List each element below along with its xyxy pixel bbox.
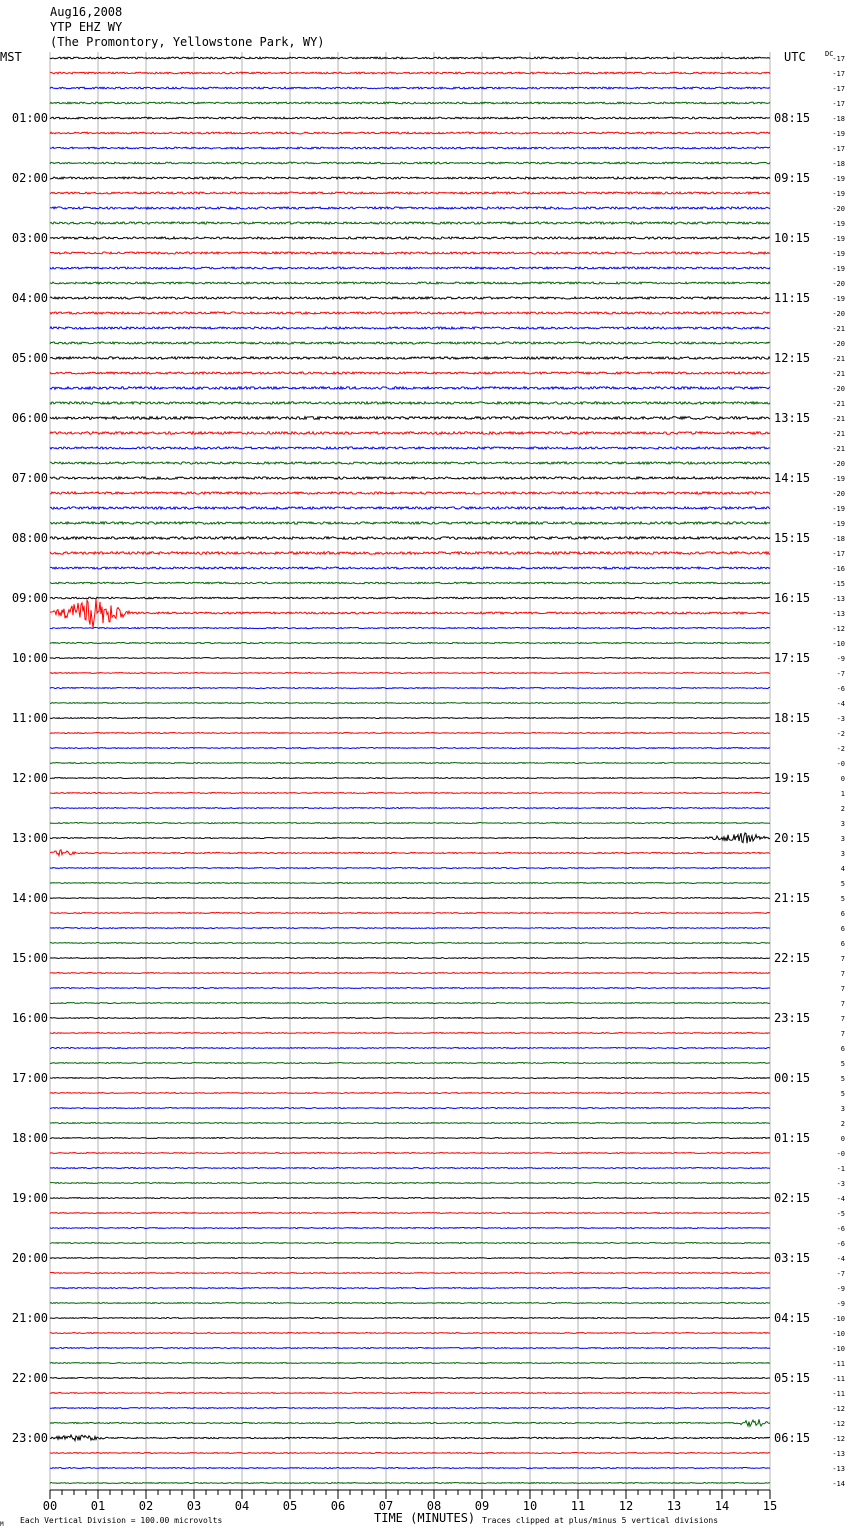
dc-offset-label: -19 — [832, 295, 845, 303]
dc-offset-label: -19 — [832, 220, 845, 228]
utc-hour-label: 05:15 — [774, 1371, 811, 1385]
mst-hour-label: 23:00 — [11, 1431, 48, 1445]
dc-offset-label: -21 — [832, 400, 845, 408]
utc-hour-label: 08:15 — [774, 111, 811, 125]
seismic-trace — [50, 850, 770, 856]
seismic-trace — [50, 177, 770, 179]
seismic-trace — [50, 833, 770, 843]
dc-offset-label: -4 — [836, 700, 845, 708]
x-tick-label: 08 — [426, 1499, 442, 1513]
utc-hour-label: 16:15 — [774, 591, 811, 605]
dc-offset-label: 7 — [840, 955, 845, 963]
seismic-trace — [50, 1435, 770, 1441]
dc-offset-label: -17 — [832, 550, 845, 558]
seismic-trace — [50, 282, 770, 284]
seismic-trace — [50, 267, 770, 269]
seismic-trace — [50, 778, 770, 779]
seismic-trace — [50, 1228, 770, 1229]
seismic-trace — [50, 237, 770, 239]
seismic-trace — [50, 642, 770, 643]
x-tick-label: 06 — [330, 1499, 346, 1513]
dc-offset-label: -21 — [832, 325, 845, 333]
seismic-trace — [50, 1138, 770, 1139]
location-label: (The Promontory, Yellowstone Park, WY) — [50, 35, 325, 49]
seismic-trace — [50, 522, 770, 524]
x-tick-label: 12 — [618, 1499, 634, 1513]
utc-hour-label: 02:15 — [774, 1191, 811, 1205]
seismic-trace — [50, 72, 770, 74]
x-tick-label: 07 — [378, 1499, 394, 1513]
utc-hour-label: 12:15 — [774, 351, 811, 365]
seismic-trace — [50, 162, 770, 164]
dc-offset-label: -12 — [832, 1420, 845, 1428]
seismic-trace — [50, 252, 770, 254]
seismic-trace — [50, 1078, 770, 1079]
mst-hour-labels — [12, 111, 48, 1445]
dc-offset-label: -17 — [832, 55, 845, 63]
dc-offset-label: -19 — [832, 190, 845, 198]
dc-offset-label: 6 — [840, 925, 845, 933]
dc-offset-label: -4 — [836, 1255, 845, 1263]
dc-offset-label: -11 — [832, 1390, 845, 1398]
seismic-trace — [50, 342, 770, 344]
seismic-trace — [50, 1198, 770, 1199]
scale-note: Each Vertical Division = 100.00 microvolts — [20, 1516, 223, 1525]
dc-offset-label: -18 — [832, 115, 845, 123]
dc-offset-label: -21 — [832, 355, 845, 363]
dc-offset-label: 5 — [840, 1090, 845, 1098]
seismic-trace — [50, 1363, 770, 1364]
seismic-trace — [50, 1318, 770, 1319]
dc-offset-label: -0 — [836, 760, 845, 768]
seismic-trace — [50, 973, 770, 974]
dc-offset-label: -15 — [832, 580, 845, 588]
seismic-trace — [50, 928, 770, 929]
mst-hour-label: 13:00 — [11, 831, 48, 845]
seismic-trace — [50, 658, 770, 659]
x-tick-label: 10 — [522, 1499, 538, 1513]
dc-offset-label: -18 — [832, 160, 845, 168]
dc-offset-label: -6 — [836, 1240, 845, 1248]
dc-offset-label: -17 — [832, 145, 845, 153]
seismic-trace — [50, 763, 770, 764]
seismic-trace — [50, 1468, 770, 1469]
mst-hour-label: 14:00 — [11, 891, 48, 905]
seismic-trace — [50, 703, 770, 704]
dc-offset-label: 1 — [840, 790, 845, 798]
dc-offset-label: -20 — [832, 310, 845, 318]
x-tick-label: 05 — [282, 1499, 298, 1513]
traces — [50, 57, 770, 1483]
dc-offset-label: -21 — [832, 430, 845, 438]
dc-offset-label: -6 — [836, 1225, 845, 1233]
x-tick-label: 02 — [138, 1499, 154, 1513]
utc-hour-label: 03:15 — [774, 1251, 811, 1265]
seismic-trace — [50, 582, 770, 584]
seismic-trace — [50, 627, 770, 628]
mst-hour-label: 12:00 — [11, 771, 48, 785]
dc-offset-label: -17 — [832, 85, 845, 93]
seismic-trace — [50, 57, 770, 59]
dc-offset-label: -9 — [836, 655, 845, 663]
seismic-trace — [50, 417, 770, 420]
seismic-trace — [50, 1183, 770, 1184]
seismic-trace — [50, 1243, 770, 1244]
utc-hour-label: 14:15 — [774, 471, 811, 485]
utc-hour-label: 04:15 — [774, 1311, 811, 1325]
dc-offset-label: -14 — [832, 1480, 845, 1488]
dc-offset-label: 2 — [840, 1120, 845, 1128]
seismic-trace — [50, 327, 770, 329]
dc-offset-label: 6 — [840, 1045, 845, 1053]
dc-offset-label: -10 — [832, 1330, 845, 1338]
seismic-trace — [50, 102, 770, 104]
seismic-trace — [50, 462, 770, 464]
dc-label: DC — [825, 50, 834, 58]
seismic-trace — [50, 1048, 770, 1049]
dc-offset-label: -13 — [832, 595, 845, 603]
dc-offset-label: -13 — [832, 1450, 845, 1458]
mst-hour-label: 09:00 — [11, 591, 48, 605]
utc-hour-label: 21:15 — [774, 891, 811, 905]
mst-hour-label: 01:00 — [11, 111, 48, 125]
dc-offset-label: -13 — [832, 1465, 845, 1473]
dc-offset-label: -10 — [832, 1345, 845, 1353]
dc-offset-label: 0 — [840, 775, 845, 783]
clip-note: Traces clipped at plus/minus 5 vertical divisions — [482, 1516, 719, 1525]
seismic-trace — [50, 1348, 770, 1349]
dc-offset-label: -18 — [832, 535, 845, 543]
utc-hour-label: 17:15 — [774, 651, 811, 665]
x-axis-title: TIME (MINUTES) — [374, 1511, 476, 1525]
utc-hour-label: 19:15 — [774, 771, 811, 785]
seismic-trace — [50, 117, 770, 119]
dc-offset-labels — [832, 55, 845, 1488]
dc-offset-label: -12 — [832, 1405, 845, 1413]
seismic-trace — [50, 1333, 770, 1334]
dc-offset-label: 7 — [840, 1015, 845, 1023]
seismic-trace — [50, 1063, 770, 1064]
seismic-trace — [50, 748, 770, 749]
mst-hour-label: 04:00 — [11, 291, 48, 305]
seismic-trace — [50, 132, 770, 134]
dc-offset-label: 6 — [840, 910, 845, 918]
dc-offset-label: -20 — [832, 490, 845, 498]
seismic-trace — [50, 372, 770, 374]
seismic-trace — [50, 597, 770, 599]
dc-offset-label: -21 — [832, 445, 845, 453]
seismic-trace — [50, 207, 770, 209]
seismic-trace — [50, 1153, 770, 1154]
mst-hour-label: 17:00 — [11, 1071, 48, 1085]
seismic-trace — [50, 958, 770, 959]
seismic-trace — [50, 988, 770, 989]
seismic-trace — [50, 507, 770, 509]
seismic-trace — [50, 1393, 770, 1394]
dc-offset-label: -19 — [832, 505, 845, 513]
x-tick-label: 00 — [42, 1499, 58, 1513]
dc-offset-label: 4 — [840, 865, 845, 873]
seismic-trace — [50, 1483, 770, 1484]
dc-offset-label: -17 — [832, 100, 845, 108]
seismic-trace — [50, 297, 770, 299]
dc-offset-label: 2 — [840, 805, 845, 813]
dc-offset-label: 5 — [840, 895, 845, 903]
dc-offset-label: -20 — [832, 385, 845, 393]
mst-hour-label: 21:00 — [11, 1311, 48, 1325]
mst-hour-label: 03:00 — [11, 231, 48, 245]
seismic-trace — [50, 567, 770, 569]
seismic-trace — [50, 387, 770, 390]
seismic-trace — [50, 1018, 770, 1019]
seismic-trace — [50, 883, 770, 884]
dc-offset-label: -12 — [832, 625, 845, 633]
seismic-trace — [50, 1108, 770, 1109]
seismic-trace — [50, 477, 770, 479]
seismic-trace — [50, 733, 770, 734]
seismic-trace — [50, 87, 770, 89]
seismic-trace — [50, 1419, 770, 1426]
dc-offset-label: -12 — [832, 1435, 845, 1443]
dc-offset-label: -7 — [836, 1270, 845, 1278]
seismic-trace — [50, 793, 770, 794]
mst-hour-label: 08:00 — [11, 531, 48, 545]
seismic-trace — [50, 1303, 770, 1304]
dc-offset-label: -17 — [832, 70, 845, 78]
x-tick-label: 03 — [186, 1499, 202, 1513]
seismic-trace — [50, 312, 770, 314]
x-tick-label: 15 — [762, 1499, 778, 1513]
dc-offset-label: 3 — [840, 850, 845, 858]
seismic-trace — [50, 1288, 770, 1289]
dc-offset-label: -1 — [836, 1165, 845, 1173]
dc-offset-label: 3 — [840, 820, 845, 828]
mst-hour-label: 15:00 — [11, 951, 48, 965]
x-tick-label: 14 — [714, 1499, 730, 1513]
mst-hour-label: 10:00 — [11, 651, 48, 665]
dc-offset-label: -21 — [832, 415, 845, 423]
dc-offset-label: 0 — [840, 1135, 845, 1143]
seismic-trace — [50, 447, 770, 449]
utc-hour-label: 00:15 — [774, 1071, 811, 1085]
dc-offset-label: 5 — [840, 1075, 845, 1083]
mst-hour-label: 22:00 — [11, 1371, 48, 1385]
seismic-trace — [50, 222, 770, 224]
dc-offset-label: -2 — [836, 730, 845, 738]
utc-hour-label: 15:15 — [774, 531, 811, 545]
mst-hour-label: 18:00 — [11, 1131, 48, 1145]
seismic-trace — [50, 1453, 770, 1454]
dc-offset-label: 3 — [840, 835, 845, 843]
seismic-trace — [50, 808, 770, 809]
x-tick-label: 11 — [570, 1499, 586, 1513]
dc-offset-label: -9 — [836, 1285, 845, 1293]
dc-offset-label: -19 — [832, 520, 845, 528]
seismic-trace — [50, 1003, 770, 1004]
dc-offset-label: 5 — [840, 1060, 845, 1068]
dc-offset-label: 7 — [840, 1000, 845, 1008]
dc-offset-label: 7 — [840, 970, 845, 978]
seismic-trace — [50, 1408, 770, 1409]
utc-hour-label: 20:15 — [774, 831, 811, 845]
seismic-trace — [50, 688, 770, 689]
dc-offset-label: -13 — [832, 610, 845, 618]
seismic-trace — [50, 357, 770, 359]
dc-offset-label: -20 — [832, 280, 845, 288]
utc-hour-label: 22:15 — [774, 951, 811, 965]
utc-hour-label: 01:15 — [774, 1131, 811, 1145]
dc-offset-label: 7 — [840, 1030, 845, 1038]
utc-hour-label: 18:15 — [774, 711, 811, 725]
utc-axis-title: UTC — [784, 50, 806, 64]
seismic-trace — [50, 1258, 770, 1259]
x-tick-label: 13 — [666, 1499, 682, 1513]
station-label: YTP EHZ WY — [50, 20, 123, 34]
date-label: Aug16,2008 — [50, 5, 123, 19]
seismic-trace — [50, 898, 770, 899]
seismic-trace — [50, 1378, 770, 1379]
mst-hour-label: 02:00 — [11, 171, 48, 185]
dc-offset-label: -11 — [832, 1375, 845, 1383]
dc-offset-label: -9 — [836, 1300, 845, 1308]
mst-hour-label: 07:00 — [11, 471, 48, 485]
seismic-trace — [50, 599, 770, 628]
dc-offset-label: -19 — [832, 235, 845, 243]
seismic-trace — [50, 913, 770, 914]
dc-offset-label: -11 — [832, 1360, 845, 1368]
mst-hour-label: 11:00 — [11, 711, 48, 725]
dc-offset-label: -7 — [836, 670, 845, 678]
dc-offset-label: -19 — [832, 250, 845, 258]
seismic-trace — [50, 1033, 770, 1034]
dc-offset-label: -19 — [832, 130, 845, 138]
dc-offset-label: -20 — [832, 340, 845, 348]
x-tick-label: 09 — [474, 1499, 490, 1513]
mst-hour-label: 05:00 — [11, 351, 48, 365]
utc-hour-label: 13:15 — [774, 411, 811, 425]
x-tick-label: 01 — [90, 1499, 106, 1513]
utc-hour-label: 10:15 — [774, 231, 811, 245]
dc-offset-label: -19 — [832, 475, 845, 483]
seismic-trace — [50, 718, 770, 719]
seismic-trace — [50, 673, 770, 674]
seismic-trace — [50, 1093, 770, 1094]
seismic-trace — [50, 1273, 770, 1274]
dc-offset-label: -10 — [832, 1315, 845, 1323]
dc-offset-label: -3 — [836, 715, 845, 723]
dc-offset-label: -20 — [832, 460, 845, 468]
utc-hour-label: 11:15 — [774, 291, 811, 305]
seismic-trace — [50, 552, 770, 555]
dc-offset-label: 6 — [840, 940, 845, 948]
dc-offset-label: -6 — [836, 685, 845, 693]
corner-mark: M — [0, 1521, 4, 1528]
dc-offset-label: -19 — [832, 175, 845, 183]
mst-hour-label: 06:00 — [11, 411, 48, 425]
seismic-trace — [50, 402, 770, 404]
seismic-trace — [50, 492, 770, 494]
seismic-trace — [50, 868, 770, 869]
x-axis — [43, 1490, 777, 1513]
dc-offset-label: -19 — [832, 265, 845, 273]
dc-offset-label: -0 — [836, 1150, 845, 1158]
mst-hour-label: 19:00 — [11, 1191, 48, 1205]
seismic-trace — [50, 1213, 770, 1214]
mst-hour-label: 20:00 — [11, 1251, 48, 1265]
dc-offset-label: -4 — [836, 1195, 845, 1203]
dc-offset-label: -20 — [832, 205, 845, 213]
dc-offset-label: 5 — [840, 880, 845, 888]
dc-offset-label: -2 — [836, 745, 845, 753]
x-tick-label: 04 — [234, 1499, 250, 1513]
utc-hour-labels — [774, 111, 810, 1445]
seismic-trace — [50, 147, 770, 149]
dc-offset-label: -5 — [836, 1210, 845, 1218]
dc-offset-label: 3 — [840, 1105, 845, 1113]
dc-offset-label: -21 — [832, 370, 845, 378]
utc-hour-label: 06:15 — [774, 1431, 811, 1445]
dc-offset-label: 7 — [840, 985, 845, 993]
dc-offset-label: -10 — [832, 640, 845, 648]
mst-axis-title: MST — [0, 50, 22, 64]
dc-offset-label: -16 — [832, 565, 845, 573]
seismic-trace — [50, 1123, 770, 1124]
seismic-trace — [50, 432, 770, 435]
seismic-trace — [50, 943, 770, 944]
seismic-trace — [50, 537, 770, 540]
utc-hour-label: 23:15 — [774, 1011, 811, 1025]
seismic-trace — [50, 1168, 770, 1169]
seismic-trace — [50, 192, 770, 194]
dc-offset-label: -3 — [836, 1180, 845, 1188]
mst-hour-label: 16:00 — [11, 1011, 48, 1025]
utc-hour-label: 09:15 — [774, 171, 811, 185]
seismic-trace — [50, 823, 770, 824]
